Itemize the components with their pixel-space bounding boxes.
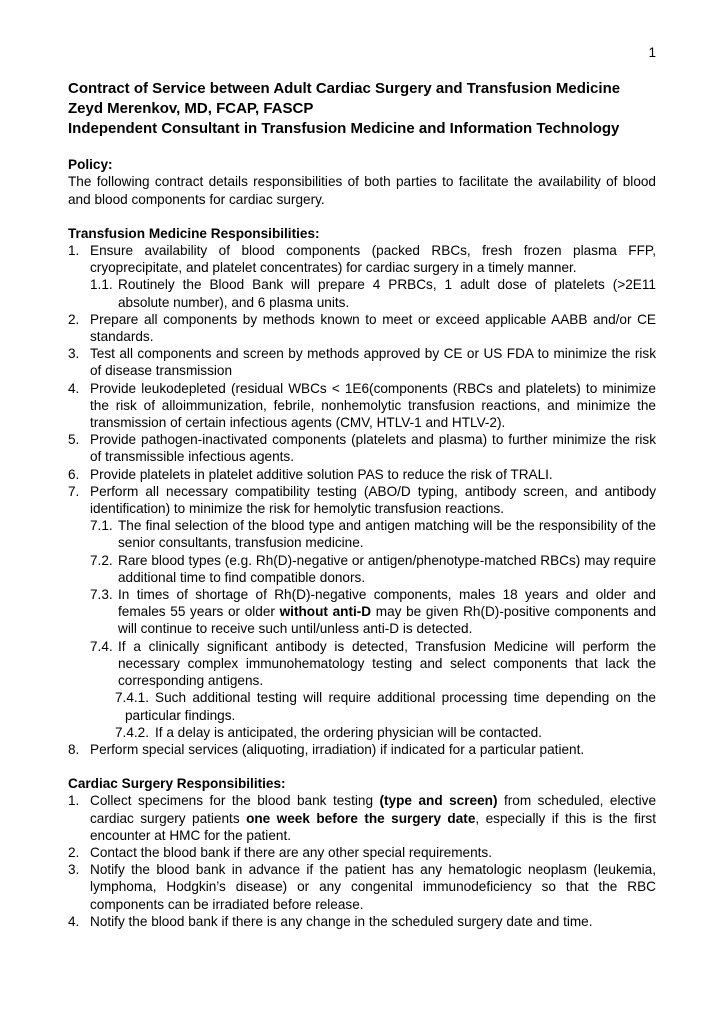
list-item <box>68 345 656 379</box>
list-number: 7.1. <box>90 518 113 534</box>
list-number: 1. <box>68 793 80 809</box>
list-item <box>68 741 656 758</box>
list-item <box>68 913 656 930</box>
list-item <box>115 689 656 723</box>
bold-emphasis: one week before the surgery date <box>246 810 476 826</box>
page-number: 1 <box>648 45 656 60</box>
list-text: Contact the blood bank if there are any other special requirements. <box>90 844 493 860</box>
list-item <box>68 552 656 586</box>
document-title: Contract of Service between Adult Cardiac Surgery and Transfusion Medicine <box>68 80 621 98</box>
list-item <box>68 242 656 276</box>
list-text: Perform special services (aliquoting, irradiation) if indicated for a particular patient. <box>90 741 585 757</box>
list-item <box>68 276 656 310</box>
policy-body: The following contract details responsibilities of both parties to facilitate the availability of blood and blood components for cardiac surgery. <box>68 174 656 207</box>
list-item <box>68 517 656 551</box>
author-name: Zeyd Merenkov, MD, FCAP, FASCP <box>68 100 314 118</box>
text-segment: may be given Rh(D)-positive components and will continue to receive such until/unless anti-D is detected. <box>118 604 656 637</box>
list-number: 7. <box>68 483 80 499</box>
text-segment: , especially if this is the first encounter at HMC for the patient. <box>90 810 656 843</box>
list-number: 2. <box>68 844 80 860</box>
list-text: Test all components and screen by methods approved by CE or US FDA to minimize the risk of disease transmission <box>90 346 656 379</box>
list-number: 5. <box>68 432 80 448</box>
bold-emphasis: (type and screen) <box>379 793 498 809</box>
list-item <box>68 792 656 844</box>
list-text <box>90 792 656 844</box>
list-item <box>68 431 656 465</box>
list-number: 3. <box>68 346 80 362</box>
bold-emphasis: without anti-D <box>279 604 372 620</box>
list-text: Provide pathogen-inactivated components (platelets and plasma) to further minimize the risk of transmissible infectious agents. <box>90 432 656 465</box>
list-number: 7.2. <box>90 552 113 568</box>
transfusion-heading: Transfusion Medicine Responsibilities: <box>68 225 320 241</box>
list-text: Notify the blood bank if there is any change in the scheduled surgery date and time. <box>90 913 593 929</box>
cardiac-heading: Cardiac Surgery Responsibilities: <box>68 776 286 792</box>
list-item <box>68 844 656 861</box>
list-number: 1. <box>68 243 80 259</box>
list-text: Routinely the Blood Bank will prepare 4 PRBCs, 1 adult dose of platelets (>2E11 absolute number), and 6 plasma units. <box>118 277 656 310</box>
list-text <box>118 586 656 638</box>
list-item <box>68 483 656 517</box>
text-segment: Collect specimens for the blood bank testing <box>90 793 380 809</box>
list-item <box>68 466 656 483</box>
list-text: Provide leukodepleted (residual WBCs < 1E6(components (RBCs and platelets) to minimize the risk of alloimmunization, febrile, nonhemolytic transfusion reactions, and minimize the transmission of certain infectious agents (CMV, HTLV-1 and HTLV-2). <box>90 380 656 431</box>
list-item <box>68 586 656 638</box>
list-number: 4. <box>68 913 80 929</box>
list-text: Rare blood types (e.g. Rh(D)-negative or antigen/phenotype-matched RBCs) may require additional time to find compatible donors. <box>118 552 656 585</box>
list-text: If a delay is anticipated, the ordering physician will be contacted. <box>155 724 542 740</box>
list-text: Ensure availability of blood components (packed RBCs, fresh frozen plasma FFP, cryoprecipitate, and platelet concentrates) for cardiac surgery in a timely manner. <box>90 243 656 276</box>
list-number: 8. <box>68 741 80 757</box>
list-text: Provide platelets in platelet additive solution PAS to reduce the risk of TRALI. <box>90 466 553 482</box>
list-number: 6. <box>68 466 80 482</box>
list-number: 4. <box>68 380 80 396</box>
list-text: Such additional testing will require additional processing time depending on the particular findings. <box>125 690 656 723</box>
list-number: 7.4.1. <box>115 690 150 706</box>
list-item <box>68 311 656 345</box>
list-number: 7.3. <box>90 587 113 603</box>
list-text: Prepare all components by methods known to meet or exceed applicable AABB and/or CE standards. <box>90 311 656 345</box>
list-item <box>68 861 656 913</box>
list-item <box>68 638 656 690</box>
list-number: 3. <box>68 862 80 878</box>
text-segment: In times of shortage of Rh(D)-negative components, males 18 years and older and females 55 years or older <box>118 587 656 620</box>
list-number: 2. <box>68 311 80 327</box>
list-text: Notify the blood bank in advance if the patient has any hematologic neoplasm (leukemia, lymphoma, Hodgkin’s disease) or any congenital immunodeficiency so that the RBC components can be irradiated before release. <box>90 862 656 912</box>
list-number: 7.4.2. <box>115 724 150 740</box>
policy-heading: Policy: <box>68 157 113 173</box>
text-segment: from scheduled, elective cardiac surgery patients <box>90 793 656 826</box>
author-role: Independent Consultant in Transfusion Medicine and Information Technology <box>68 120 620 138</box>
list-number: 1.1. <box>90 277 113 293</box>
list-item <box>115 724 656 741</box>
list-text: Perform all necessary compatibility testing (ABO/D typing, antibody screen, and antibody identification) to minimize the risk for hemolytic transfusion reactions. <box>90 483 656 517</box>
list-text: The final selection of the blood type and antigen matching will be the responsibility of the senior consultants, transfusion medicine. <box>118 518 656 551</box>
list-text: If a clinically significant antibody is detected, Transfusion Medicine will perform the necessary complex immunohematology testing and select components that lack the corresponding antigens. <box>118 638 656 689</box>
list-number: 7.4. <box>90 638 113 654</box>
list-item <box>68 380 656 432</box>
